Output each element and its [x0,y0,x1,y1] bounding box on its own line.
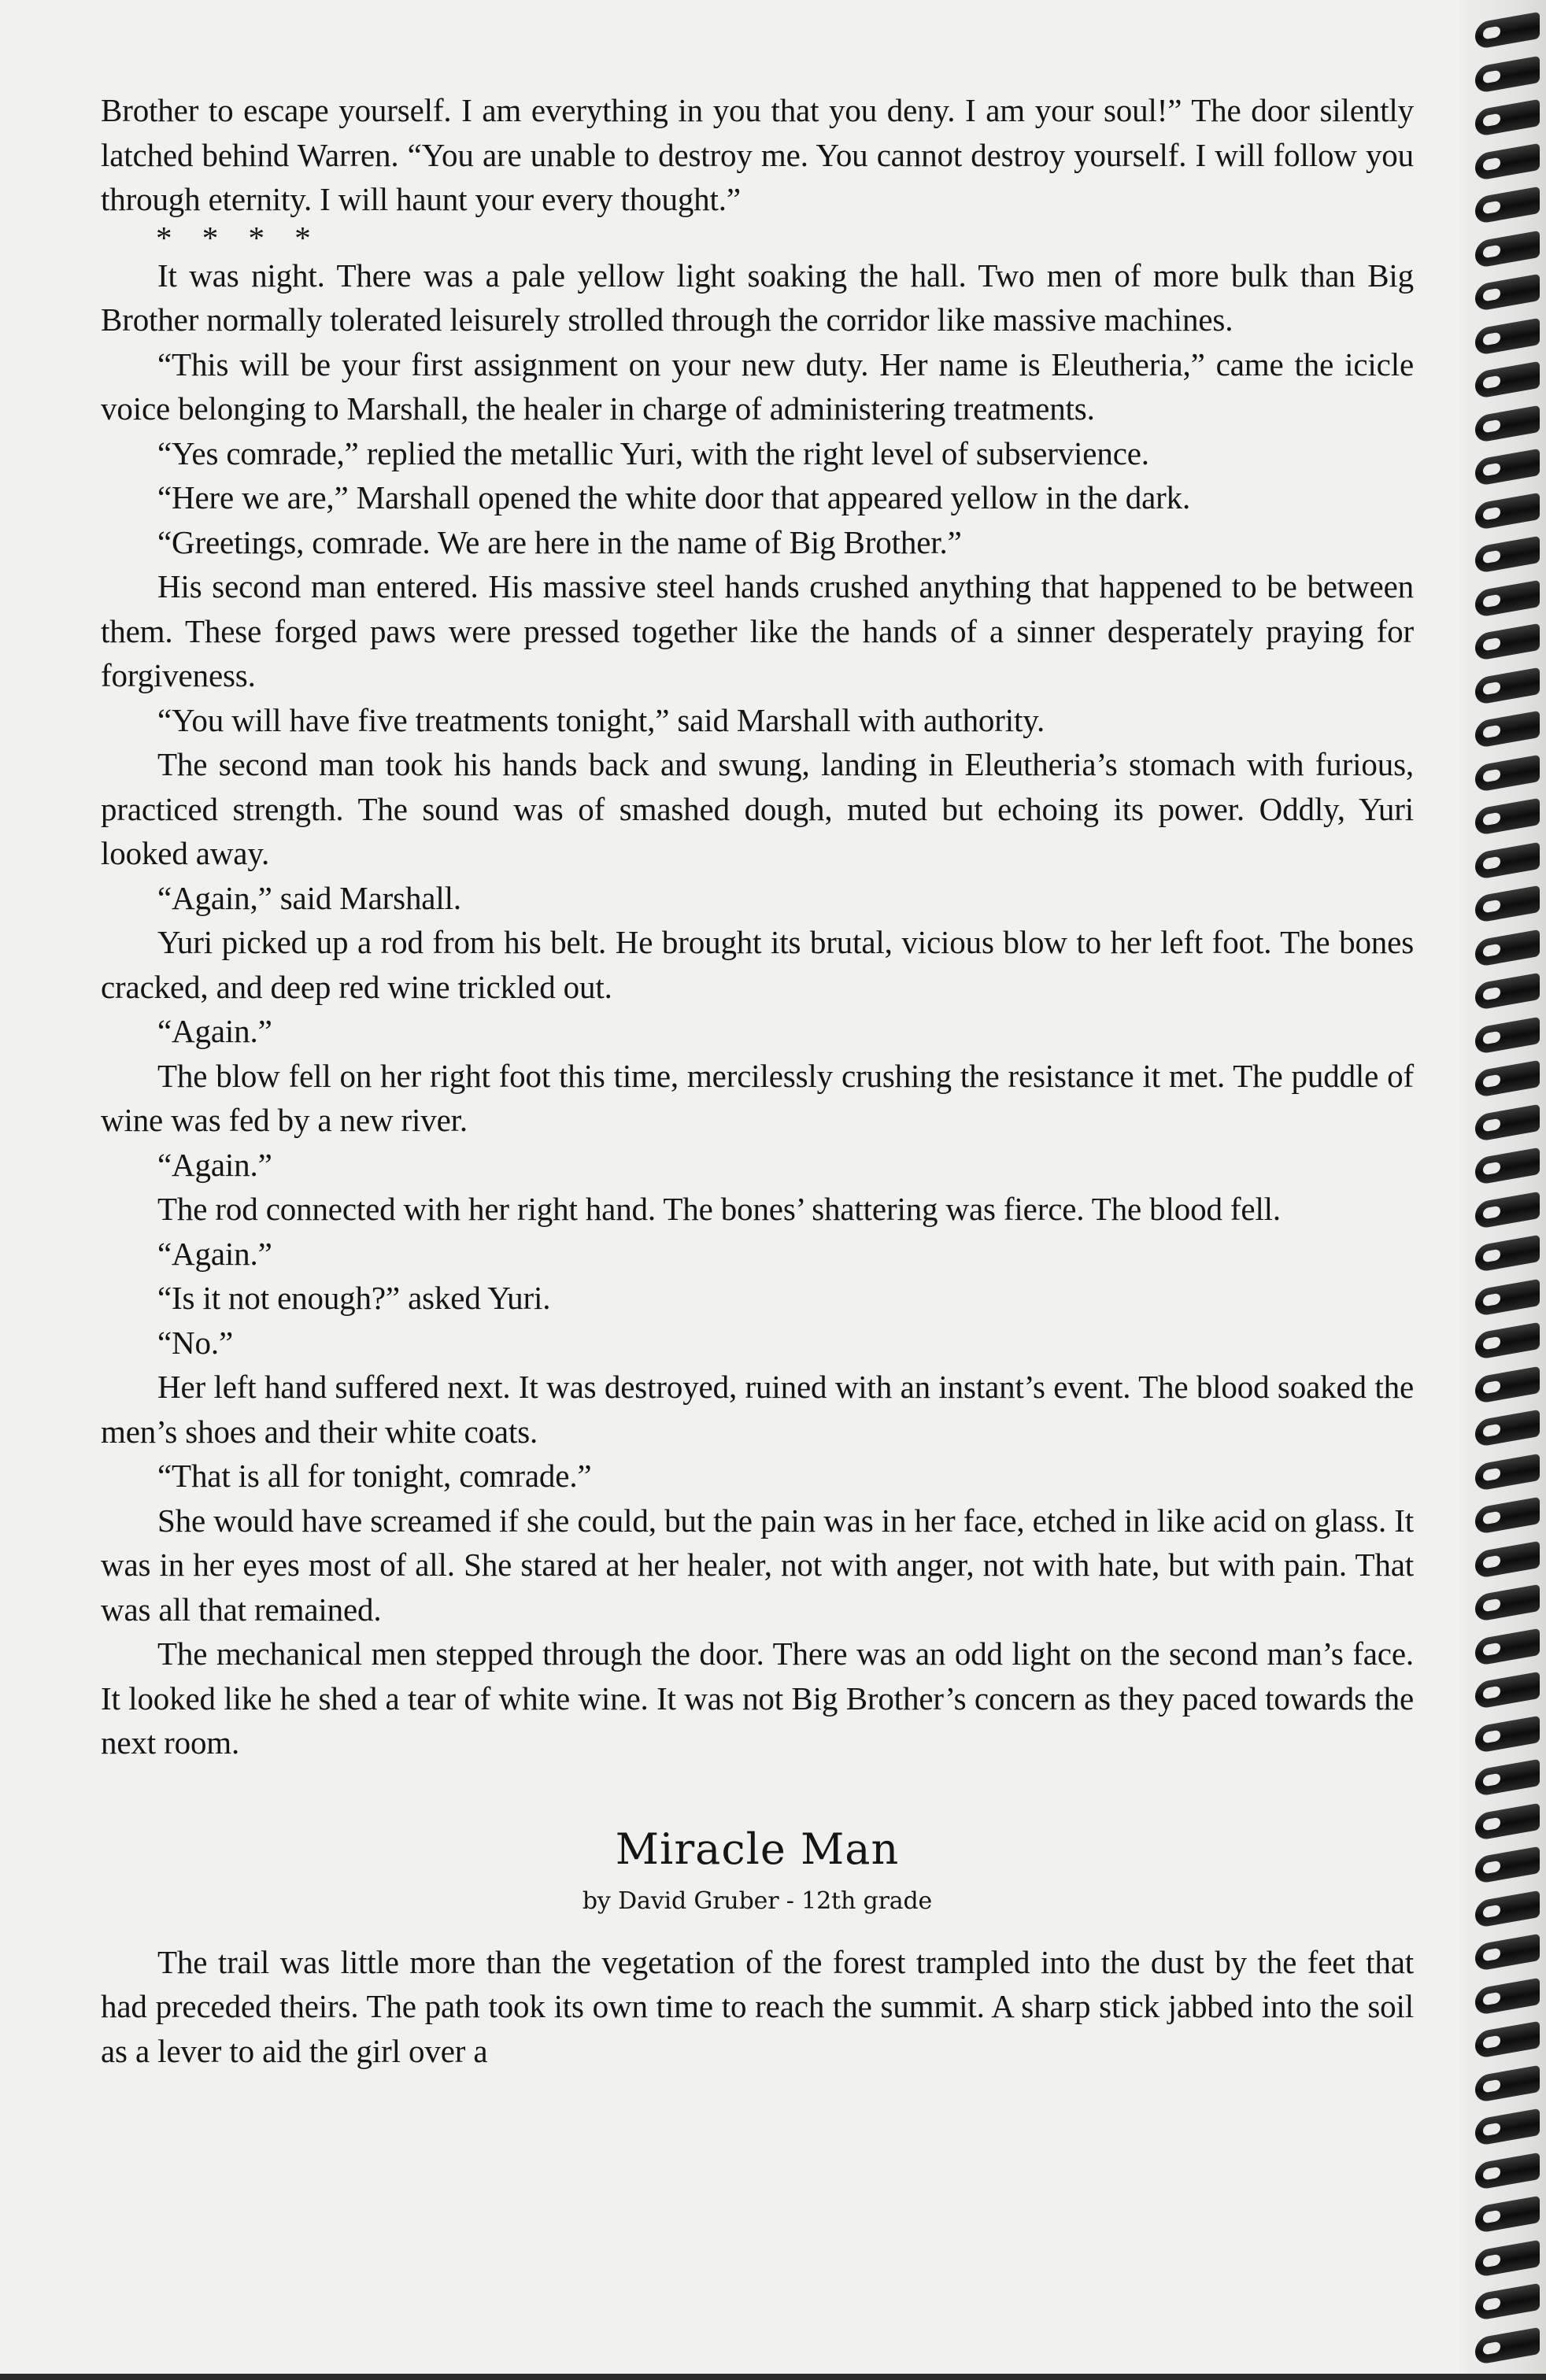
paragraph: “Is it not enough?” asked Yuri. [157,1280,551,1316]
binding-ring [1475,1497,1540,1535]
page-edge-shadow [0,2374,1546,2380]
binding-ring [1475,1978,1540,2016]
binding-ring [1475,449,1540,486]
binding-ring [1475,2021,1540,2059]
binding-ring [1475,12,1540,50]
binding-ring [1475,1584,1540,1622]
binding-ring [1475,667,1540,705]
paragraph: His second man entered. His massive steel hands crushed anything that happened to be between them. These forged paws were pressed together like the hands of a sinner desperately praying for forgiveness. [101,568,1414,693]
binding-ring [1475,1366,1540,1404]
binding-ring [1475,798,1540,836]
story-title: Miracle Man [615,1824,900,1874]
binding-ring [1475,1454,1540,1491]
binding-ring [1475,1541,1540,1579]
paragraph: “Yes comrade,” replied the metallic Yuri, with the right level of subservience. [157,434,1149,471]
paragraph: “Again.” [157,1146,272,1183]
paragraph: Her left hand suffered next. It was destroyed, ruined with an instant’s event. The blood soaked the men’s shoes and their white coats. [101,1369,1414,1450]
binding-ring [1475,361,1540,399]
binding-ring [1475,231,1540,268]
binding-ring [1475,1148,1540,1185]
paragraph: “Again.” [157,1235,272,1272]
paragraph: It was night. There was a pale yellow light soaking the hall. Two men of more bulk than Big Brother normally tolerated leisurely strolled through the corridor like massive machines. [101,257,1414,338]
binding-ring [1475,318,1540,356]
binding-ring [1475,1716,1540,1754]
binding-ring [1475,1235,1540,1273]
binding-ring [1475,1846,1540,1884]
page-text [101,88,1414,2073]
binding-ring [1475,623,1540,661]
paragraph: “Here we are,” Marshall opened the white door that appeared yellow in the dark. [157,479,1191,516]
binding-ring [1475,2240,1540,2278]
paragraph: “You will have five treatments tonight,” said Marshall with authority. [157,701,1045,738]
binding-ring [1475,973,1540,1011]
binding-ring [1475,1410,1540,1447]
binding-ring [1475,1322,1540,1360]
binding-ring [1475,1934,1540,1972]
binding-ring [1475,580,1540,618]
binding-ring [1475,929,1540,967]
paragraph: The blow fell on her right foot this time, mercilessly crushing the resistance it met. The puddle of wine was fed by a new river. [101,1057,1414,1138]
binding-ring [1475,885,1540,923]
paragraph: She would have screamed if she could, but the pain was in her face, etched in like acid on glass. It was in her eyes most of all. She stared at her healer, not with anger, not with hate, but with pain. That was all that remained. [101,1502,1414,1628]
paragraph: “This will be your first assignment on your new duty. Her name is Eleutheria,” came the icicle voice belonging to Marshall, the healer in charge of administering treatments. [101,346,1414,427]
binding-ring [1475,842,1540,880]
binding-ring [1475,1890,1540,1928]
binding-ring [1475,711,1540,748]
binding-ring [1475,1759,1540,1797]
binding-ring [1475,2327,1540,2365]
binding-ring [1475,405,1540,443]
paragraph: The rod connected with her right hand. The bones’ shattering was fierce. The blood fell. [157,1191,1282,1227]
binding-ring [1475,2196,1540,2234]
binding-ring [1475,143,1540,181]
binding-ring [1475,1279,1540,1317]
binding-ring [1475,2108,1540,2146]
binding-ring [1475,755,1540,793]
paragraph: “No.” [157,1324,234,1361]
paragraph: “Greetings, comrade. We are here in the name of Big Brother.” [157,523,962,560]
binding-ring [1475,536,1540,574]
binding-ring [1475,1104,1540,1142]
paragraph: “Again,” said Marshall. [157,879,461,916]
paragraph: Yuri picked up a rod from his belt. He brought its brutal, vicious blow to her left foot. The bones cracked, and deep red wine trickled out. [101,924,1414,1005]
binding-ring [1475,1192,1540,1229]
section-separator: * * * * [156,219,322,256]
binding-ring [1475,2283,1540,2321]
binding-ring [1475,274,1540,312]
binding-ring [1475,56,1540,94]
binding-ring [1475,1628,1540,1666]
paragraph: “That is all for tonight, comrade.” [157,1458,592,1494]
binding-ring [1475,1803,1540,1841]
binding-ring [1475,1060,1540,1098]
story-byline: by David Gruber - 12th grade [582,1887,933,1915]
passage-opening: Brother to escape yourself. I am everything in you that you deny. I am your soul!” The door silently latched behind Warren. “You are unable to destroy me. You cannot destroy yourself. I will follow you through eternity. I will haunt your every thought.” [101,92,1414,217]
paragraph: The trail was little more than the vegetation of the forest trampled into the dust by the feet that had preceded theirs. The path took its own time to reach the summit. A sharp stick jabbed into the soil as a lever to aid the girl over a [101,1943,1414,2069]
paragraph: The mechanical men stepped through the door. There was an odd light on the second man’s face. It looked like he shed a tear of white wine. It was not Big Brother’s concern as they paced towards the next room. [101,1635,1414,1761]
binding-ring [1475,2065,1540,2103]
binding-ring [1475,2153,1540,2190]
binding-ring [1475,187,1540,224]
binding-ring [1475,1017,1540,1055]
paragraph: The second man took his hands back and swung, landing in Eleutheria’s stomach with furious, practiced strength. The sound was of smashed dough, muted but echoing its power. Oddly, Yuri looked away. [101,746,1414,871]
spiral-binding [1459,0,1546,2380]
binding-ring [1475,1672,1540,1709]
paragraph: “Again.” [157,1013,272,1049]
binding-ring [1475,493,1540,530]
binding-ring [1475,99,1540,137]
